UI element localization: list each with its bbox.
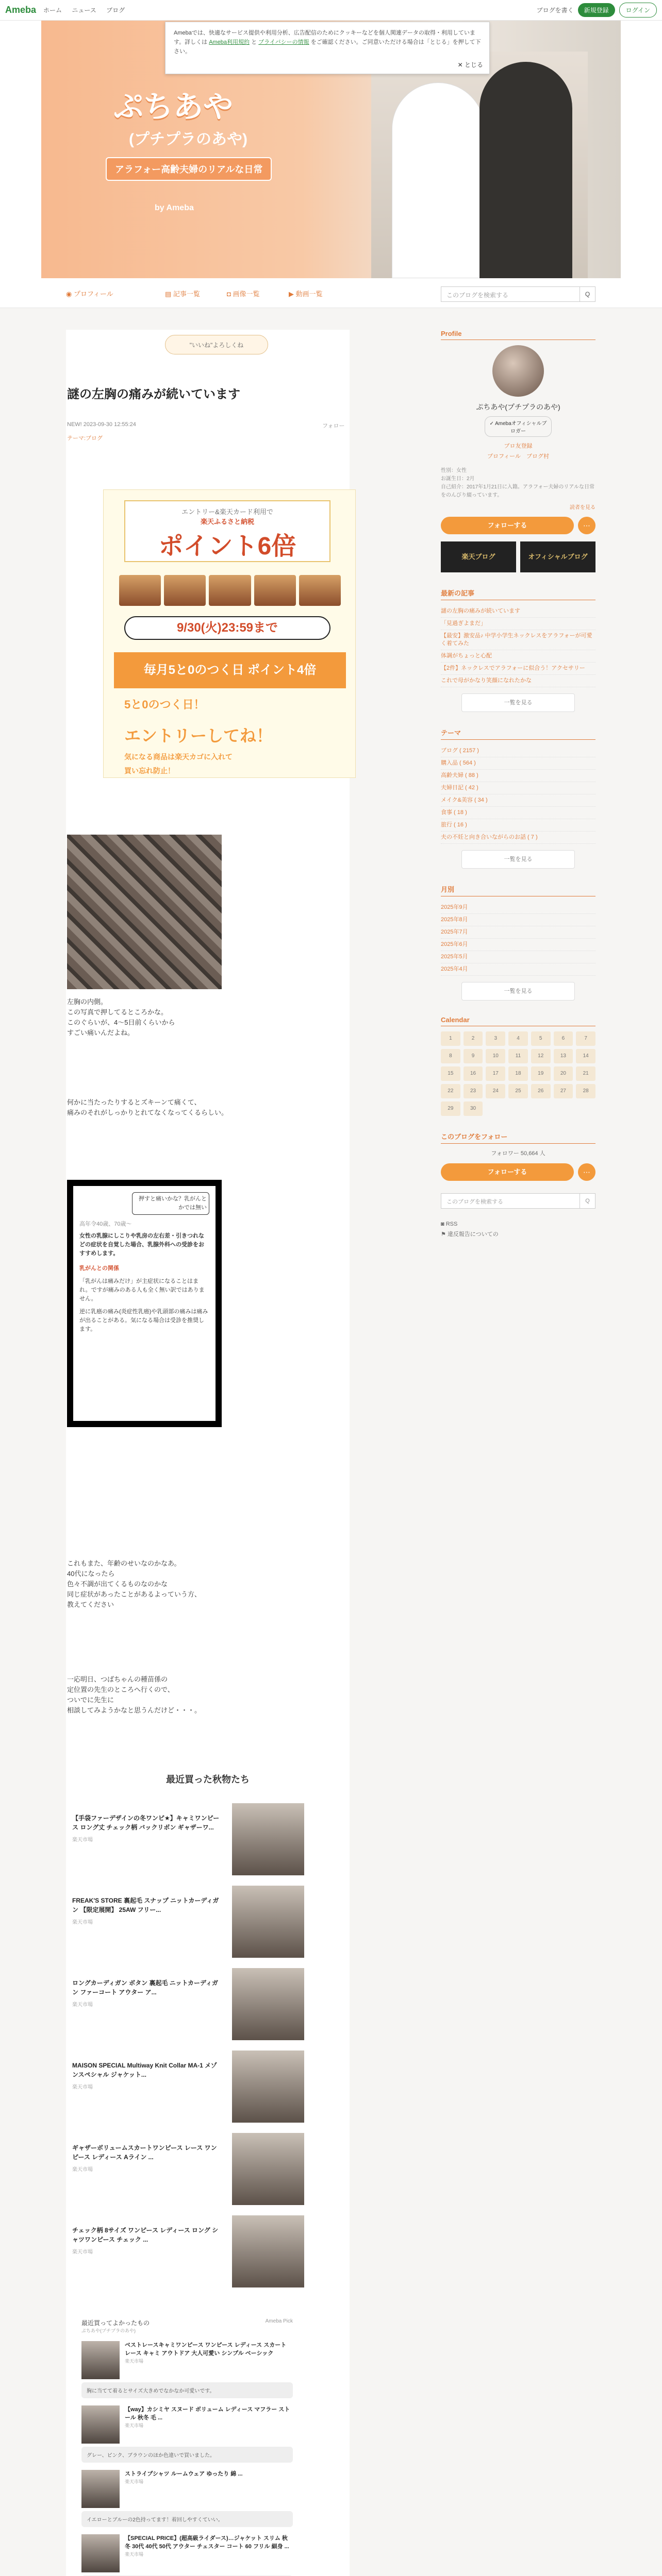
product-image xyxy=(81,2534,120,2572)
list-icon: ▤ xyxy=(165,290,173,298)
calendar-day[interactable]: 10 xyxy=(486,1049,505,1063)
couple-photo xyxy=(371,52,588,278)
ad-official[interactable]: オフィシャルブログ xyxy=(520,541,595,572)
nav-images[interactable]: ◘ 画像一覧 xyxy=(227,290,260,298)
latest-entry[interactable]: 【2件】ネックレスでアラフォーに似合う！アクセサリー xyxy=(441,663,595,675)
theme-item[interactable]: 夫婦日記 ( 42 ) xyxy=(441,782,595,794)
banner-kaimono: 買い忘れ防止！ xyxy=(124,767,175,775)
calendar-day[interactable]: 22 xyxy=(441,1084,460,1098)
camera-icon: ◘ xyxy=(227,290,233,298)
cookie-close-button[interactable]: ✕ とじる xyxy=(457,61,483,69)
search-icon[interactable]: Q xyxy=(580,1194,595,1208)
product-image xyxy=(232,2050,304,2123)
follow-link[interactable]: フォロー xyxy=(322,423,345,429)
calendar-day[interactable]: 20 xyxy=(554,1066,573,1081)
bought-item[interactable]: ロングカーディガン ボタン 裏起毛 ニットカーディガン ファーコート アウター ア... 楽天市場 xyxy=(72,1968,304,2040)
blog-title: ぷちあや xyxy=(113,90,234,124)
entry-para-2: 何かに当たったりするとズキーンて痛くて、 痛みのそれがしっかりとれてなくなってくるらしい。 xyxy=(67,1098,228,1116)
pick-heading: 最近買ってよかったもの xyxy=(81,2319,150,2327)
nav-news[interactable]: ニュース xyxy=(72,7,96,14)
nav-entries[interactable]: ▤ 記事一覧 xyxy=(165,290,200,298)
archive-item[interactable]: 2025年8月 xyxy=(441,914,595,926)
archive-item[interactable]: 2025年6月 xyxy=(441,939,595,951)
rss-icon: ◙ xyxy=(441,1221,446,1227)
calendar-day[interactable]: 1 xyxy=(441,1031,460,1046)
theme-item[interactable]: 旅行 ( 16 ) xyxy=(441,819,595,832)
banner-food-images xyxy=(119,575,341,606)
banner-entry: エントリーしてね！ xyxy=(124,726,273,745)
more-icon[interactable]: ⋯ xyxy=(578,517,595,534)
blog-friend-link[interactable]: ブロ友登録 xyxy=(504,443,533,449)
rss-link[interactable]: ◙ RSS xyxy=(441,1221,458,1227)
followbox-heading: このブログをフォロー xyxy=(441,1131,595,1144)
archive-item[interactable]: 2025年7月 xyxy=(441,926,595,939)
theme-item[interactable]: 夫の不妊と向き合いながらのお話 ( 7 ) xyxy=(441,832,595,844)
follower-count: フォロワー 50,664 人 xyxy=(491,1150,545,1157)
ameba-mark: by Ameba xyxy=(155,204,194,212)
calendar-day[interactable]: 15 xyxy=(441,1066,460,1081)
pick-item[interactable]: 【SPECIAL PRICE】(超高級ライダース)…ジャケット スリム 秋冬 30代 40代 50代 アウター チェスター コート 60 フリル 細身 ... 楽天市場 xyxy=(81,2534,293,2576)
archive-item[interactable]: 2025年4月 xyxy=(441,963,595,976)
calendar-day[interactable]: 4 xyxy=(508,1031,528,1046)
calendar-day[interactable]: 23 xyxy=(464,1084,483,1098)
video-icon: ▶ xyxy=(289,290,296,298)
official-badge: ✓ Amebaオフィシャルブロガー xyxy=(485,416,552,437)
profile-name[interactable]: ぷちあや(プチプラのあや) xyxy=(476,403,560,411)
cookie-consent: Amebaでは、快適なサービス提供や利用分析、広告配信のためにクッキーなどを個人関連データの取得・利用しています。詳しくは Ameba利用規約 と プライバシーの情報 をご確認ください。ご同意いただける場合は「とじる」を押して下さい。 ✕ とじる xyxy=(165,22,490,74)
archive-more-button[interactable]: 一覧を見る xyxy=(461,982,575,1001)
privacy-link[interactable]: プライバシーの情報 xyxy=(258,39,309,45)
top-bar xyxy=(0,0,662,21)
theme-item[interactable]: ブログ ( 2157 ) xyxy=(441,745,595,757)
calendar-grid xyxy=(441,1031,595,1116)
theme-heading: テーマ xyxy=(441,727,595,740)
entry-para-4: 一応明日、つばちゃんの種苗係の 定位置の先生のところへ行くので、 ついでに先生に 相談してみようかなと思うんだけど・・・。 xyxy=(67,1675,202,1714)
entry-photo[interactable] xyxy=(67,835,222,989)
calendar-day[interactable]: 24 xyxy=(486,1084,505,1098)
entry-para-1: 左胸の内側。 この写真で押してるところかな。 このぐらいが、4〜5日前くらいから すごい痛いんだよね。 xyxy=(67,998,175,1037)
official-ads xyxy=(441,541,595,572)
archive-heading: 月別 xyxy=(441,884,595,896)
bought-item[interactable]: ギャザーボリュームスカートワンピース レース ワンピース レディース Aライン ... 楽天市場 xyxy=(72,2133,304,2205)
calendar-heading: Calendar xyxy=(441,1016,595,1026)
calendar-day[interactable]: 13 xyxy=(554,1049,573,1063)
calendar-day[interactable]: 29 xyxy=(441,1101,460,1116)
entry-date: NEW! 2023-09-30 12:55:24 xyxy=(67,421,136,428)
blog-post-link[interactable]: ブログを書く xyxy=(536,7,574,14)
blog-subtitle: (プチプラのあや) xyxy=(129,131,247,148)
calendar-day[interactable]: 28 xyxy=(576,1084,595,1098)
search-icon[interactable]: Q xyxy=(580,287,595,301)
sidebar xyxy=(441,330,595,1240)
nav-videos[interactable]: ▶ 動画一覧 xyxy=(289,290,323,298)
bought-item[interactable]: FREAK'S STORE 裏起毛 スナップ ニットカーディガン 【限定展開】 25AW フリー... 楽天市場 xyxy=(72,1886,304,1958)
banner-big: 毎月5と0のつく日 ポイント4倍 xyxy=(114,652,346,688)
calendar-day[interactable]: 17 xyxy=(486,1066,505,1081)
entry-theme[interactable]: テーマ:ブログ xyxy=(67,435,103,442)
product-image xyxy=(232,2133,304,2205)
product-image xyxy=(232,2215,304,2287)
entry-para-3: これもまた、年齢のせいなのかなあ。 40代になったら 色々不調が出てくるものなのかな 同じ症状があったことがあるよっていう方、 教えてください xyxy=(67,1560,201,1608)
entry-title[interactable]: 謎の左胸の痛みが続いています xyxy=(67,387,240,401)
pick-item[interactable]: ストライプシャツ ルームウェア ゆったり 綿 ... 楽天市場 イエローとブルーの2色持ってます！着回しやすくていい。 xyxy=(81,2470,293,2527)
ameba-logo[interactable]: Ameba xyxy=(5,5,37,15)
bought-item[interactable]: MAISON SPECIAL Multiway Knit Collar MA-1 メゾンスペシャル ジャケット... 楽天市場 xyxy=(72,2050,304,2123)
nav-blog[interactable]: ブログ xyxy=(106,7,125,14)
theme-item[interactable]: 食事 ( 18 ) xyxy=(441,807,595,819)
latest-entry[interactable]: 謎の左胸の痛みが続いています xyxy=(441,605,595,618)
avatar[interactable] xyxy=(492,345,544,397)
bought-item[interactable]: チェック柄 8サイズ ワンピース レディース ロング シャツワンピース チェック ... 楽天市場 xyxy=(72,2215,304,2287)
ameba-pick-box: 最近買ってよかったもの Ameba Pick ぷちあや(プチプラのあや) ベストレースキャミワンピース ワンピース レディース スカート レース キャミ アウトドア 大人可愛い シンプル ベーシック 楽天市場 胸に当てて着るとサイズ大きめでなかなか可愛いです。 【way】カシミヤ スヌード ボリューム レディース マフラー ストール 秋冬 毛 ... 楽天市場 グレー、ピンク、ブラウンのほか色違いで買いました。 ストライプシャツ ルームウェア ゆったり 綿 ... 楽天市場 イエローとブルーの2色持ってます！着回しやすくていい。 【SPECIAL PRICE】(超高級ライダース)…ジャケット スリム 秋冬 30代 40代 50代 アウター チェスター コート 60 フリル 細身 ... 楽天市場 xyxy=(81,2318,293,2576)
pick-item[interactable]: 【way】カシミヤ スヌード ボリューム レディース マフラー ストール 秋冬 毛 ... 楽天市場 グレー、ピンク、ブラウンのほか色違いで買いました。 xyxy=(81,2405,293,2463)
profile-info: 性別：女性 お誕生日：2月 自己紹介：2017年1月21日に入籍。アラフォー夫婦のリアルな日常をのんびり綴っています。 xyxy=(441,468,595,498)
calendar-day[interactable]: 6 xyxy=(554,1031,573,1046)
flag-icon: ⚑ xyxy=(441,1231,448,1238)
rakuten-banner[interactable] xyxy=(103,489,356,778)
calendar-day[interactable]: 30 xyxy=(464,1101,483,1116)
sidebar-search-input[interactable]: このブログを検索する Q xyxy=(441,1193,595,1209)
nav-profile[interactable]: ◉ プロフィール xyxy=(66,290,113,298)
calendar-day[interactable]: 19 xyxy=(531,1066,551,1081)
more-icon[interactable]: ⋯ xyxy=(578,1163,595,1181)
product-image xyxy=(232,1968,304,2040)
calendar-day[interactable]: 11 xyxy=(508,1049,528,1063)
profile-link[interactable]: プロフィール xyxy=(487,453,521,460)
banner-cart: 気になる商品は楽天カゴに入れて xyxy=(124,753,233,761)
product-image xyxy=(81,2405,120,2444)
close-icon: ✕ xyxy=(457,61,465,69)
latest-entry[interactable]: 体調がちょっと心配 xyxy=(441,650,595,663)
latest-heading: 最新の記事 xyxy=(441,588,595,600)
calendar-day[interactable]: 7 xyxy=(576,1031,595,1046)
product-image xyxy=(81,2341,120,2379)
archive-item[interactable]: 2025年5月 xyxy=(441,951,595,963)
theme-more-button[interactable]: 一覧を見る xyxy=(461,850,575,869)
blogmura-link[interactable]: ブログ村 xyxy=(526,453,549,460)
top-nav xyxy=(43,6,133,14)
ad-rakuten[interactable]: 楽天ブログ xyxy=(441,541,516,572)
product-image xyxy=(232,1886,304,1958)
info-screenshot: 押すと痛いかな？乳がんとかでは無い 高年令40歳、70歳〜 女性の乳腺にしこりや乳房の左右差・引きつれなどの症状を自覚した場合、乳腺外科への受診をおすすめします。 乳がんとの関係 「乳がんは痛みだけ」が主症状になることはまれ。ですが痛みのある人も全く無い訳ではありません。 逆に乳癌の痛み(炎症性乳癌)や乳頭部の痛みは痛みが出ることがある。気になる場合は受診を推奨します。 xyxy=(67,1180,222,1427)
blog-tagline: アラフォー高齢夫婦のリアルな日常 xyxy=(106,157,272,181)
calendar-day[interactable]: 27 xyxy=(554,1084,573,1098)
profile-heading: Profile xyxy=(441,330,595,340)
banner-date: 9/30(火)23:59まで xyxy=(124,616,330,640)
calendar-day[interactable]: 16 xyxy=(464,1066,483,1081)
calendar-day[interactable]: 18 xyxy=(508,1066,528,1081)
report-link[interactable]: ⚑ 違反報告についての xyxy=(441,1231,499,1238)
login-button[interactable]: ログイン xyxy=(619,3,657,18)
calendar-day[interactable]: 12 xyxy=(531,1049,551,1063)
calendar-day[interactable]: 3 xyxy=(486,1031,505,1046)
banner-zero: 5と0のつく日！ xyxy=(124,698,205,711)
calendar-day[interactable]: 2 xyxy=(464,1031,483,1046)
readers-link[interactable]: 読者を見る xyxy=(570,505,595,511)
product-image xyxy=(81,2470,120,2508)
latest-entry[interactable]: 「見過ぎよまだ」 xyxy=(441,618,595,630)
latest-more-button[interactable]: 一覧を見る xyxy=(461,693,575,712)
pick-label: Ameba Pick xyxy=(265,2318,293,2324)
bought-heading: 最近買った秋物たち xyxy=(166,1774,250,1785)
person-icon: ◉ xyxy=(66,290,74,298)
top-right xyxy=(537,3,657,18)
nav-home[interactable]: ホーム xyxy=(43,7,62,14)
signup-button[interactable]: 新規登録 xyxy=(578,3,615,17)
latest-entry[interactable]: これで母がかなり笑顔になれたかな xyxy=(441,675,595,687)
bought-item[interactable]: 【手袋ファーデザインの冬ワンピ★】キャミワンピース ロング丈 チェック柄 バックリボン ギャザーワ... 楽天市場 xyxy=(72,1803,304,1875)
calendar-day[interactable]: 14 xyxy=(576,1049,595,1063)
calendar-day[interactable]: 21 xyxy=(576,1066,595,1081)
product-image xyxy=(232,1803,304,1875)
follow-button-2[interactable]: フォローする xyxy=(441,1163,574,1181)
calendar-day[interactable]: 5 xyxy=(531,1031,551,1046)
check-icon: ✓ xyxy=(489,421,495,427)
theme-item[interactable]: 高齢夫婦 ( 88 ) xyxy=(441,770,595,782)
profile-links xyxy=(441,441,595,462)
calendar-day[interactable]: 26 xyxy=(531,1084,551,1098)
theme-item[interactable]: メイク&美容 ( 34 ) xyxy=(441,794,595,807)
calendar-day[interactable]: 8 xyxy=(441,1049,460,1063)
banner-point: エントリー&楽天カード利用で 楽天ふるさと納税 ポイント6倍 xyxy=(124,500,330,562)
blog-search-input[interactable]: このブログを検索する Q xyxy=(441,286,595,302)
pick-item[interactable]: ベストレースキャミワンピース ワンピース レディース スカート レース キャミ アウトドア 大人可愛い シンプル ベーシック 楽天市場 胸に当てて着るとサイズ大きめでなかなか可愛いです。 xyxy=(81,2341,293,2398)
archive-item[interactable]: 2025年9月 xyxy=(441,902,595,914)
terms-link[interactable]: Ameba利用規約 xyxy=(209,39,250,45)
calendar-day[interactable]: 9 xyxy=(464,1049,483,1063)
latest-entry[interactable]: 【最安】激安品♪ 中学小学生ネックレスをアラフォーが可愛く着てみた xyxy=(441,630,595,650)
theme-item[interactable]: 購入品 ( 564 ) xyxy=(441,757,595,770)
like-pill[interactable]: "いいね"よろしくね xyxy=(165,335,268,354)
calendar-day[interactable]: 25 xyxy=(508,1084,528,1098)
sidebar-footer xyxy=(441,1219,595,1240)
follow-button[interactable]: フォローする xyxy=(441,517,574,534)
